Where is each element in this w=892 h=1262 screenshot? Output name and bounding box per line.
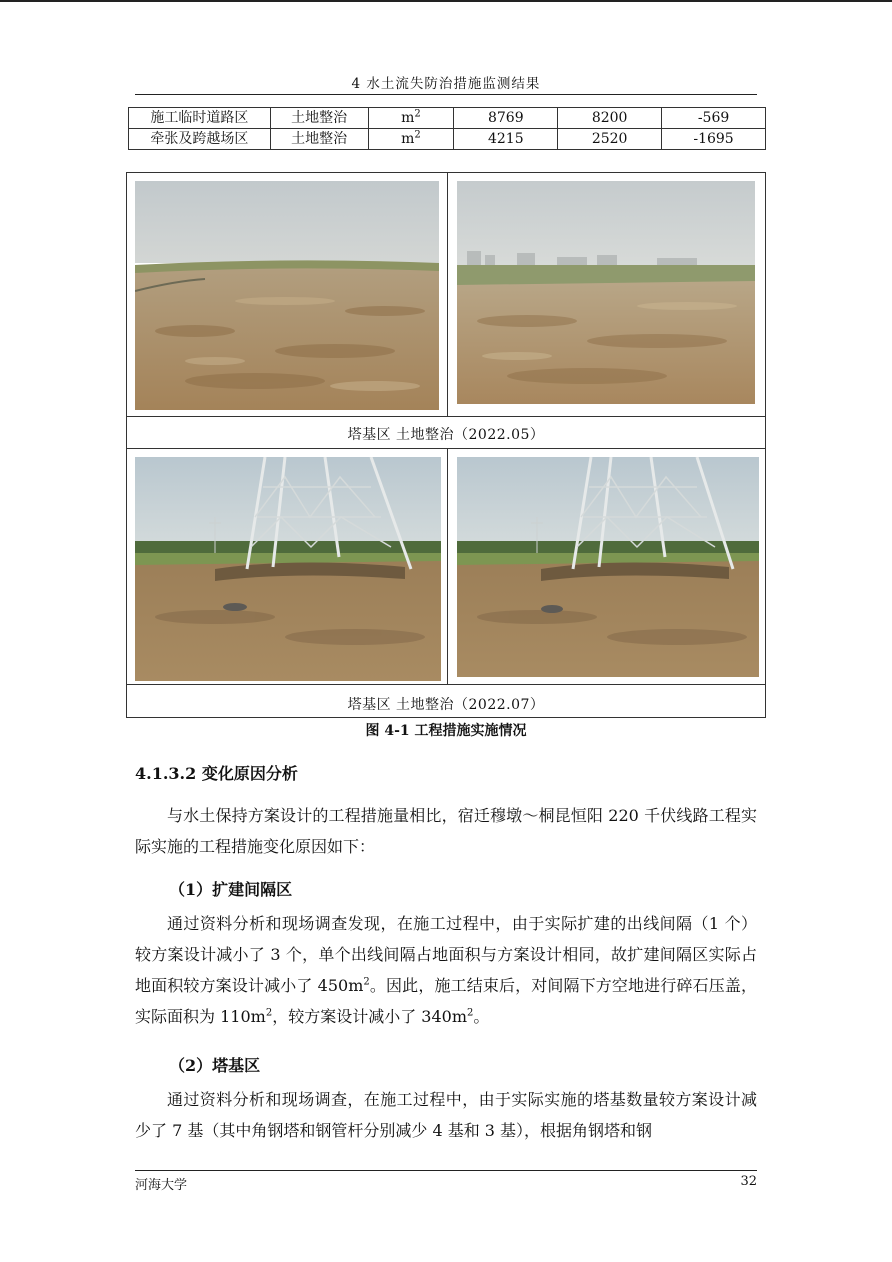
page-number: 32 (740, 1174, 757, 1189)
cell-area: 施工临时道路区 (129, 108, 271, 129)
cell-design: 8769 (454, 108, 558, 129)
photo-tower-2022-07-b (457, 457, 759, 677)
intro-paragraph (135, 800, 757, 862)
superscript: 2 (467, 1007, 474, 1019)
divider (447, 448, 448, 684)
intro-text: 与水土保持方案设计的工程措施量相比，宿迁穆墩～桐昆恒阳 220 千伏线路工程实际实施的工程措施变化原因如下： (135, 806, 757, 856)
cell-diff: -1695 (662, 129, 766, 150)
table-row (129, 108, 766, 129)
text-run: 。 (473, 1007, 490, 1026)
header-rule (135, 94, 757, 95)
unit-base: m (401, 110, 415, 126)
figure-caption: 图 4-1 工程措施实施情况 (365, 723, 527, 739)
subheading-expansion-bay: （1）扩建间隔区 (169, 880, 293, 899)
superscript: 2 (265, 1007, 273, 1019)
text-run: 通过资料分析和现场调查发现，在施工过程中，由于实际扩建的出线间隔（1 个）较方案设计减小了 3 个，单个出线间隔占地面积与方案设计相同，故扩建间隔区实际占地面积较方案设计减小了 450m (135, 914, 757, 995)
top-border (0, 0, 892, 2)
cell-design: 4215 (454, 129, 558, 150)
section-heading: 4.1.3.2 变化原因分析 (135, 764, 298, 783)
unit-exponent: 2 (414, 129, 421, 141)
photo-caption-row1: 塔基区 土地整治（2022.05） (347, 427, 545, 443)
running-header: 4 水土流失防治措施监测结果 (351, 76, 541, 92)
photo-field-2022-05-a (135, 181, 439, 410)
divider (127, 448, 765, 449)
superscript: 2 (363, 976, 370, 988)
table-row (129, 129, 766, 150)
photo-field-2022-05-b (457, 181, 755, 404)
footer-institution: 河海大学 (135, 1178, 188, 1193)
photo-figure (126, 172, 766, 718)
photo-caption-row2: 塔基区 土地整治（2022.07） (347, 697, 545, 713)
cell-measure: 土地整治 (270, 129, 368, 150)
measures-table (128, 107, 766, 150)
tower-base-paragraph (135, 1084, 757, 1146)
cell-actual: 8200 (558, 108, 662, 129)
expansion-bay-text (135, 908, 757, 1032)
cell-measure: 土地整治 (270, 108, 368, 129)
divider (127, 684, 765, 685)
subheading-tower-base: （2）塔基区 (169, 1056, 261, 1075)
cell-unit (368, 108, 454, 129)
text-run: 。因此，施工结束后，对间隔下方空地进行碎石压盖，实际面积为 110m (135, 976, 757, 1026)
expansion-bay-paragraph (135, 908, 757, 1032)
unit-base: m (401, 131, 415, 147)
cell-unit (368, 129, 454, 150)
text-run: ，较方案设计减小了 340m (272, 1007, 467, 1026)
divider (447, 173, 448, 416)
cell-actual: 2520 (558, 129, 662, 150)
tower-base-text: 通过资料分析和现场调查，在施工过程中，由于实际实施的塔基数量较方案设计减少了 7 基（其中角钢塔和钢管杆分别减少 4 基和 3 基），根据角钢塔和钢 (135, 1090, 757, 1140)
unit-exponent: 2 (414, 108, 421, 120)
divider (127, 416, 765, 417)
photo-tower-2022-07-a (135, 457, 441, 681)
cell-diff: -569 (662, 108, 766, 129)
footer-rule (135, 1170, 757, 1171)
cell-area: 牵张及跨越场区 (129, 129, 271, 150)
